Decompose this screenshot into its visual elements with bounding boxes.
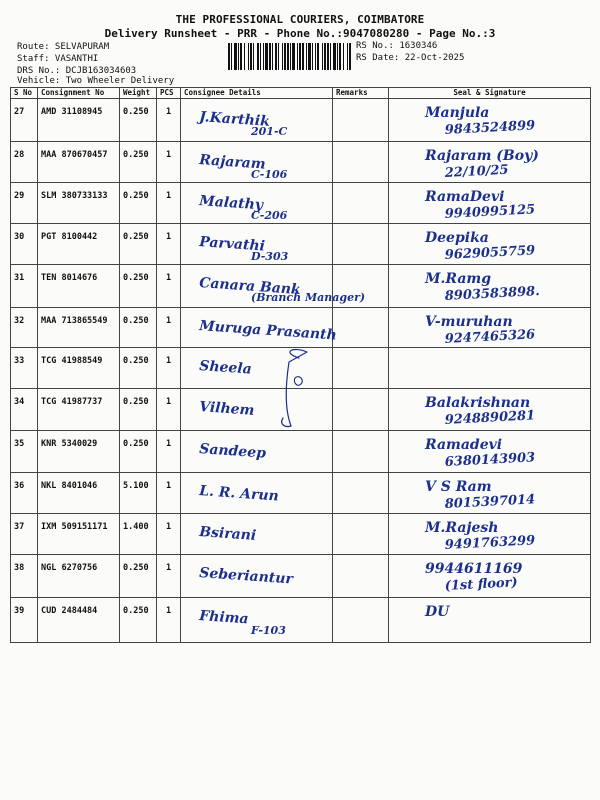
row-weight: 0.250: [120, 431, 157, 473]
row-seal-signature: [389, 308, 591, 348]
row-pcs: 1: [157, 142, 181, 183]
row-weight: 0.250: [120, 183, 157, 224]
table-row: [11, 224, 591, 265]
vehicle-label: Vehicle: Two Wheeler Delivery: [17, 76, 175, 86]
row-consignee-details: [181, 389, 333, 431]
company-title: THE PROFESSIONAL COURIERS, COIMBATORE: [175, 13, 425, 26]
row-weight: 0.250: [120, 224, 157, 265]
signature-handwriting: Rajaram (Boy): [425, 148, 539, 164]
row-sno: 28: [11, 142, 38, 183]
row-pcs: 1: [157, 99, 181, 142]
signature-phone-handwriting: 9248890281: [444, 408, 536, 428]
row-remarks: [333, 224, 389, 265]
col-weight: Weight: [120, 88, 157, 99]
col-sno: S No: [11, 88, 38, 99]
table-row: [11, 142, 591, 183]
row-seal-signature: [389, 183, 591, 224]
table-row: [11, 183, 591, 224]
consignee-handwriting-note: F-103: [251, 624, 286, 637]
consignee-handwriting: J.Karthik: [198, 109, 271, 130]
route-label: Route: SELVAPURAM: [17, 42, 110, 52]
signature-handwriting: V-muruhan: [425, 314, 513, 330]
staff-label: Staff: VASANTHI: [17, 54, 99, 64]
consignee-handwriting: L. R. Arun: [198, 483, 280, 505]
row-pcs: 1: [157, 598, 181, 643]
row-remarks: [333, 431, 389, 473]
signature-phone-handwriting: 6380143903: [444, 450, 536, 470]
row-seal-signature: [389, 142, 591, 183]
row-sno: 29: [11, 183, 38, 224]
table-row: [11, 348, 591, 389]
col-consignee: Consignee Details: [181, 88, 333, 99]
row-pcs: 1: [157, 555, 181, 598]
row-seal-signature: [389, 224, 591, 265]
row-remarks: [333, 308, 389, 348]
consignee-handwriting: Seberiantur: [198, 565, 294, 588]
row-consignment-no: NKL 8401046: [38, 473, 120, 514]
row-pcs: 1: [157, 348, 181, 389]
row-consignment-no: IXM 509151171: [38, 514, 120, 555]
signature-phone-handwriting: 9247465326: [444, 327, 536, 347]
signature-handwriting: V S Ram: [425, 479, 492, 495]
signature-phone-handwriting: (1st floor): [444, 575, 518, 594]
row-weight: 0.250: [120, 142, 157, 183]
row-consignee-details: [181, 142, 333, 183]
row-remarks: [333, 514, 389, 555]
row-consignment-no: KNR 5340029: [38, 431, 120, 473]
row-consignment-no: CUD 2484484: [38, 598, 120, 643]
row-pcs: 1: [157, 389, 181, 431]
table-row: [11, 265, 591, 308]
table-row: [11, 308, 591, 348]
row-consignee-details: [181, 555, 333, 598]
consignee-handwriting-note: 201-C: [251, 125, 288, 138]
row-consignment-no: MAA 870670457: [38, 142, 120, 183]
row-pcs: 1: [157, 224, 181, 265]
table-row: [11, 555, 591, 598]
signature-handwriting: M.Rajesh: [425, 520, 499, 536]
row-pcs: 1: [157, 308, 181, 348]
row-consignment-no: TCG 41987737: [38, 389, 120, 431]
signature-phone-handwriting: 8015397014: [444, 492, 536, 512]
table-row: [11, 514, 591, 555]
row-seal-signature: [389, 389, 591, 431]
row-weight: 0.250: [120, 99, 157, 142]
rs-number: RS No.: 1630346: [356, 41, 438, 51]
row-seal-signature: [389, 348, 591, 389]
row-seal-signature: [389, 99, 591, 142]
signature-handwriting: DU: [425, 604, 450, 620]
consignee-handwriting-note: C-106: [251, 168, 288, 181]
table-row: [11, 389, 591, 431]
consignee-handwriting: Malathy: [198, 193, 264, 214]
row-consignee-details: [181, 473, 333, 514]
consignee-handwriting: Muruga Prasanth: [198, 318, 338, 344]
row-sno: 31: [11, 265, 38, 308]
row-sno: 34: [11, 389, 38, 431]
row-remarks: [333, 598, 389, 643]
row-consignment-no: NGL 6270756: [38, 555, 120, 598]
signature-phone-handwriting: 8903583898.: [444, 284, 541, 304]
row-weight: 5.100: [120, 473, 157, 514]
col-pcs: PCS: [157, 88, 181, 99]
signature-handwriting: Deepika: [425, 230, 489, 246]
row-pcs: 1: [157, 431, 181, 473]
row-sno: 36: [11, 473, 38, 514]
row-sno: 38: [11, 555, 38, 598]
row-consignee-details: [181, 265, 366, 308]
consignee-handwriting: Fhima: [198, 608, 250, 628]
row-weight: 0.250: [120, 389, 157, 431]
row-consignee-details: [181, 183, 333, 224]
row-sno: 27: [11, 99, 38, 142]
barcode-image: [228, 43, 352, 70]
signature-handwriting: Ramadevi: [425, 437, 503, 453]
row-consignment-no: MAA 713865549: [38, 308, 120, 348]
row-pcs: 1: [157, 183, 181, 224]
signature-handwriting: 9944611169: [425, 561, 523, 577]
consignee-handwriting: Sandeep: [198, 441, 267, 462]
row-pcs: 1: [157, 265, 181, 308]
col-seal: Seal & Signature: [389, 88, 591, 99]
row-sno: 37: [11, 514, 38, 555]
row-seal-signature: [389, 431, 591, 473]
row-consignment-no: SLM 380733133: [38, 183, 120, 224]
row-weight: 0.250: [120, 265, 157, 308]
delivery-table: [10, 87, 591, 643]
signature-handwriting: Manjula: [425, 105, 490, 121]
row-seal-signature: [389, 473, 591, 514]
consignee-handwriting: Vilhem: [198, 399, 255, 419]
signature-handwriting: RamaDevi: [425, 189, 505, 205]
row-consignee-details: [181, 224, 333, 265]
row-seal-signature: [389, 265, 591, 308]
row-consignment-no: TCG 41988549: [38, 348, 120, 389]
row-weight: 1.400: [120, 514, 157, 555]
row-consignee-details: [181, 514, 333, 555]
table-row: [11, 598, 591, 643]
row-remarks: [333, 555, 389, 598]
consignee-handwriting: Parvathi: [198, 234, 266, 255]
table-row: [11, 473, 591, 514]
consignee-handwriting-note: C-206: [251, 209, 288, 222]
signature-phone-handwriting: 9940995125: [444, 202, 536, 222]
row-consignee-details: [181, 348, 333, 389]
consignee-handwriting: Bsirani: [198, 524, 257, 544]
signature-handwriting: M.Ramg: [425, 271, 492, 287]
row-sno: 39: [11, 598, 38, 643]
row-consignee-details: [181, 598, 333, 643]
signature-phone-handwriting: 9629055759: [444, 243, 536, 263]
row-pcs: 1: [157, 514, 181, 555]
row-sno: 30: [11, 224, 38, 265]
consignee-handwriting: Canara Bank: [198, 275, 302, 299]
row-remarks: [333, 99, 389, 142]
row-consignee-details: [181, 99, 333, 142]
signature-phone-handwriting: 22/10/25: [444, 162, 509, 181]
row-weight: 0.250: [120, 598, 157, 643]
row-consignment-no: TEN 8014676: [38, 265, 120, 308]
row-remarks: [333, 473, 389, 514]
table-row: [11, 99, 591, 142]
signature-phone-handwriting: 9491763299: [444, 533, 536, 553]
row-weight: 0.250: [120, 348, 157, 389]
row-consignment-no: PGT 8100442: [38, 224, 120, 265]
table-row: [11, 431, 591, 473]
row-consignee-details: [181, 431, 333, 473]
row-seal-signature: [389, 598, 591, 643]
row-weight: 0.250: [120, 555, 157, 598]
runsheet-subtitle: Delivery Runsheet - PRR - Phone No.:9047080280 - Page No.:3: [104, 27, 496, 40]
row-seal-signature: [389, 555, 591, 598]
consignee-handwriting-note: (Branch Manager): [251, 291, 366, 304]
row-sno: 33: [11, 348, 38, 389]
row-pcs: 1: [157, 473, 181, 514]
row-consignment-no: AMD 31108945: [38, 99, 120, 142]
consignee-handwriting: Sheela: [198, 358, 253, 378]
row-remarks: [333, 389, 389, 431]
row-sno: 32: [11, 308, 38, 348]
signature-handwriting: Balakrishnan: [425, 395, 531, 411]
signature-phone-handwriting: 9843524899: [444, 118, 536, 138]
col-consignment: Consignment No: [38, 88, 120, 99]
drs-number: DRS No.: DCJB163034603: [17, 66, 137, 76]
row-remarks: [333, 183, 389, 224]
row-seal-signature: [389, 514, 591, 555]
row-consignee-details: [181, 308, 338, 348]
table-header-row: [11, 88, 591, 99]
rs-date: RS Date: 22-Oct-2025: [356, 53, 465, 63]
consignee-handwriting-note: D-303: [251, 250, 289, 263]
consignee-handwriting: Rajaram: [198, 152, 267, 173]
row-remarks: [333, 348, 389, 389]
row-weight: 0.250: [120, 308, 157, 348]
row-remarks: [333, 142, 389, 183]
row-sno: 35: [11, 431, 38, 473]
col-remarks: Remarks: [333, 88, 389, 99]
